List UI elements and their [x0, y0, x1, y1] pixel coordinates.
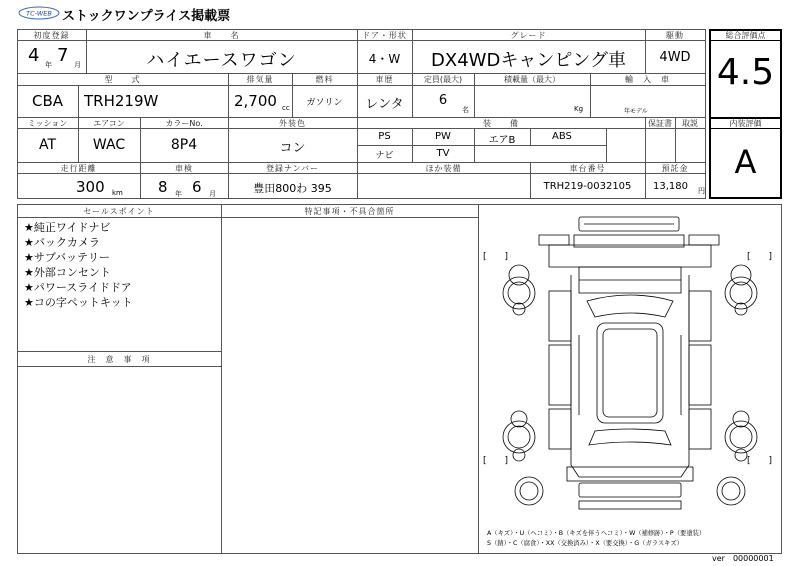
list-item: ★純正ワイドナビ — [24, 221, 111, 234]
first-reg-label: 初度登録 — [33, 31, 70, 40]
mileage-unit: km — [112, 189, 123, 197]
capacity-unit: 名 — [462, 106, 469, 114]
reg-month: 7 — [57, 45, 69, 66]
import-label: 輸 入 車 — [625, 75, 670, 84]
aircon-label: エアコン — [93, 119, 125, 128]
reg-year-unit: 年 — [45, 61, 52, 69]
list-item: ★パワースライドドア — [24, 281, 132, 294]
equipment-pw: PW — [435, 131, 451, 142]
bracket-top-right: [ ] — [747, 252, 773, 262]
list-item: ★外部コンセント — [24, 266, 111, 279]
chassis-no: TRH219-0032105 — [543, 181, 632, 192]
model-prefix: CBA — [31, 92, 64, 110]
mission: AT — [38, 137, 57, 153]
interior-score: A — [734, 143, 757, 181]
reg-year: 4 — [28, 45, 40, 66]
manual-label: 取説 — [682, 119, 698, 128]
mission-label: ミッション — [27, 119, 68, 128]
overall-score: 4.5 — [716, 52, 775, 93]
drive-label: 駆動 — [666, 31, 684, 40]
equipment-abs: ABS — [552, 131, 572, 142]
equipment-tv: TV — [436, 148, 450, 159]
model-label: 型 式 — [104, 75, 141, 84]
inspection-year: 8 — [158, 178, 168, 196]
other-equipment-label: ほか装備 — [425, 164, 462, 173]
inspection-year-unit: 年 — [175, 190, 182, 198]
page-title: ストックワンプライス掲載票 — [62, 9, 231, 24]
car-name: ハイエースワゴン — [146, 50, 297, 71]
load-unit: Kg — [574, 105, 584, 113]
capacity: 6 — [438, 93, 448, 108]
chassis-no-label: 車台番号 — [569, 164, 606, 173]
deposit-label: 預託金 — [661, 164, 689, 173]
list-item: ★コの字ペットキット — [24, 296, 133, 309]
history-label: 車歴 — [375, 75, 394, 84]
exterior-color-label: 外装色 — [279, 119, 306, 128]
deposit-unit: 円 — [698, 187, 705, 195]
equipment-label: 装 備 — [483, 119, 519, 128]
list-item: ★バックカメラ — [24, 236, 100, 249]
history: レンタ — [365, 97, 404, 112]
legend-line-2: S（錆）・C（腐食）・XX（交換済み）・X（要交換）・G（ガラスキズ） — [487, 540, 683, 547]
equipment-navi: ナビ — [375, 151, 394, 161]
logo — [18, 5, 60, 21]
inspection-month-unit: 月 — [209, 190, 216, 198]
inspection-label: 車検 — [175, 164, 193, 173]
wheel-front-right — [725, 265, 757, 315]
car-name-label: 車 名 — [203, 31, 240, 40]
sales-points-list — [24, 220, 133, 310]
notes-label: 注 意 事 項 — [87, 355, 151, 364]
mileage: 300 — [76, 178, 105, 196]
plate-label: 登録ナンバー — [265, 164, 320, 173]
color-no: 8P4 — [170, 137, 198, 153]
svg-text:TC-WEB: TC-WEB — [26, 9, 52, 18]
fuel-label: 燃料 — [315, 75, 334, 84]
inspection-month: 6 — [192, 178, 202, 196]
exterior-color: コン — [279, 141, 306, 156]
vehicle-diagram — [479, 205, 781, 553]
wheel-rear-left — [503, 411, 535, 461]
version-label: ver 00000001 — [712, 554, 774, 563]
door-shape: 4・W — [368, 52, 401, 66]
model-code: TRH219W — [84, 92, 159, 110]
drive: 4WD — [659, 50, 691, 65]
grade: DX4WDキャンピング車 — [431, 50, 626, 71]
wheel-rear-right — [725, 411, 757, 461]
reg-month-unit: 月 — [74, 61, 81, 69]
grade-label: グレード — [510, 31, 547, 40]
deposit: 13,180 — [653, 181, 688, 192]
bracket-bottom-right: [ ] — [747, 456, 773, 466]
remarks-label: 特記事項・不具合箇所 — [304, 207, 395, 216]
aircon: WAC — [92, 137, 126, 153]
bracket-bottom-left: [ ] — [483, 456, 509, 466]
equipment-airbag: エアB — [488, 135, 516, 146]
overall-score-label: 総合評価点 — [725, 31, 766, 40]
plate: 豊田800わ 395 — [253, 182, 332, 195]
door-shape-label: ドア・形状 — [362, 31, 407, 40]
equipment-ps: PS — [378, 131, 391, 142]
bracket-top-left: [ ] — [483, 252, 509, 262]
load-label: 積載量（最大） — [504, 75, 560, 84]
sales-points-label: セールスポイント — [83, 207, 155, 216]
legend-line-1: A（キズ）・U（ヘコミ）・B（キズを伴うヘコミ）・W（補修跡）・P（要塗装） — [487, 530, 706, 537]
mileage-label: 走行距離 — [60, 164, 97, 173]
warranty-label: 保証書 — [648, 119, 672, 128]
color-no-label: カラーNo. — [165, 119, 203, 128]
fuel: ガソリン — [306, 98, 343, 108]
displacement-unit: cc — [282, 104, 290, 112]
capacity-label: 定員(最大) — [423, 75, 463, 84]
import-unit: 年モデル — [624, 108, 648, 115]
displacement-label: 排気量 — [246, 75, 274, 84]
interior-score-label: 内装評価 — [729, 119, 762, 128]
list-item: ★サブバッテリー — [24, 251, 110, 264]
displacement: 2,700 — [234, 92, 277, 110]
wheel-front-left — [503, 265, 535, 315]
